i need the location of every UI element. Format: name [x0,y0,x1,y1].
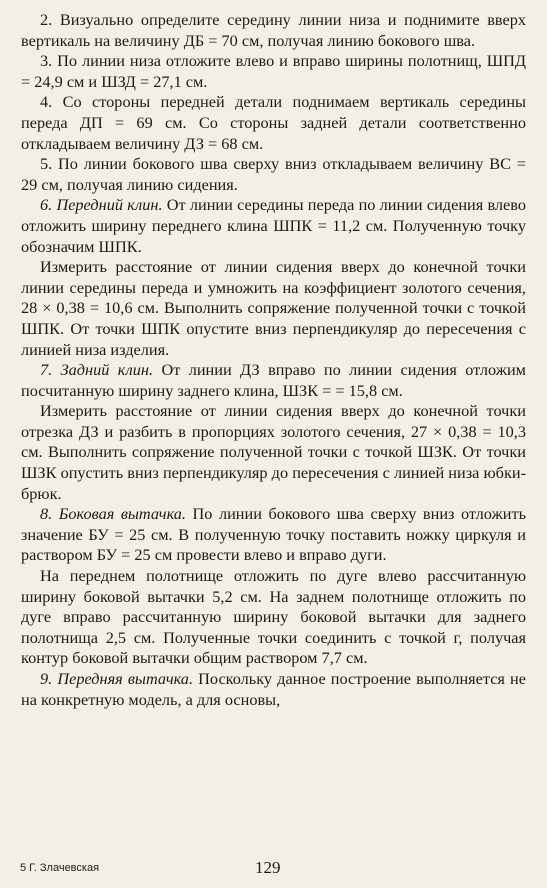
paragraph-step-8: 8. Боковая вытачка. По линии бокового шва сверху вниз отложить значение БУ = 25 см. В полученную точку поставить ножку циркуля и раствором БУ = 25 см провести влево и вправо дуги. [21,504,527,565]
paragraph-step-5: 5. По линии бокового шва сверху вниз откладываем величину ВС = 29 см, получая линию сидения. [21,154,526,194]
paragraph-step-6-measure: Измерить расстояние от линии сидения вверх до конечной точки линии середины переда и умножить на коэффициент золотого сечения, 28 × 0,38 = 10,6 см. Выполнить сопряжение полученной точки с точкой ШПК. От точки ШПК опустите вниз перпендикуляр до пересечения с линией низа изделия. [21,257,526,359]
paragraph-step-8-arcs: На переднем полотнище отложить по дуге влево рассчитанную ширину боковой вытачки 5,2 см. На заднем полотнище отложить по дуге вправо рассчитанную ширину боковой вытачки для заднего полотнища 2,5 см. Полученные точки соединить с точкой г, получая контур боковой вытачки общим раствором 7,7 см. [21,566,526,668]
page-number: 129 [255,858,281,877]
paragraph-step-3: 3. По линии низа отложите влево и вправо ширины полотнищ, ШПД = 24,9 см и ШЗД = 27,1 см. [21,51,526,91]
body-text [21,10,526,710]
paragraph-step-7: 7. Задний клин. От линии ДЗ вправо по линии сидения отложим посчитанную ширину заднего клина, ШЗК = = 15,8 см. [21,360,526,400]
paragraph-step-4: 4. Со стороны передней детали поднимаем вертикаль середины переда ДП = 69 см. Со стороны задней детали соответственно откладываем величину ДЗ = 68 см. [21,92,526,153]
paragraph-step-9: 9. Передняя вытачка. Поскольку данное построение выполняется не на конкретную модель, а для основы, [21,669,526,709]
paragraph-step-6: 6. Передний клин. От линии середины переда по линии сидения влево отложить ширину переднего клина ШПК = 11,2 см. Полученную точку обозначим ШПК. [21,195,526,256]
front-dart-heading: 9. Передняя вытачка. [40,669,194,688]
side-dart-heading: 8. Боковая вытачка. [40,504,186,524]
paragraph-step-7-measure: Измерить расстояние от линии сидения вверх до конечной точки отрезка ДЗ и разбить в пропорциях золотого сечения, 27 × 0,38 = 10,3 см. Выполнить сопряжение полученной точки с точкой ШЗК. От точки ШЗК опустить вниз перпендикуляр до пересечения с линией низа юбки-брюк. [21,401,526,503]
paragraph-step-2: 2. Визуально определите середину линии низа и поднимите вверх вертикаль на величину ДБ = 70 см, получая линию бокового шва. [21,10,526,50]
front-gusset-heading: 6. Передний клин. [40,195,163,215]
footer-author-signature: 5 Г. Злачевская [20,862,100,874]
back-gusset-heading: 7. Задний клин. [40,360,154,380]
